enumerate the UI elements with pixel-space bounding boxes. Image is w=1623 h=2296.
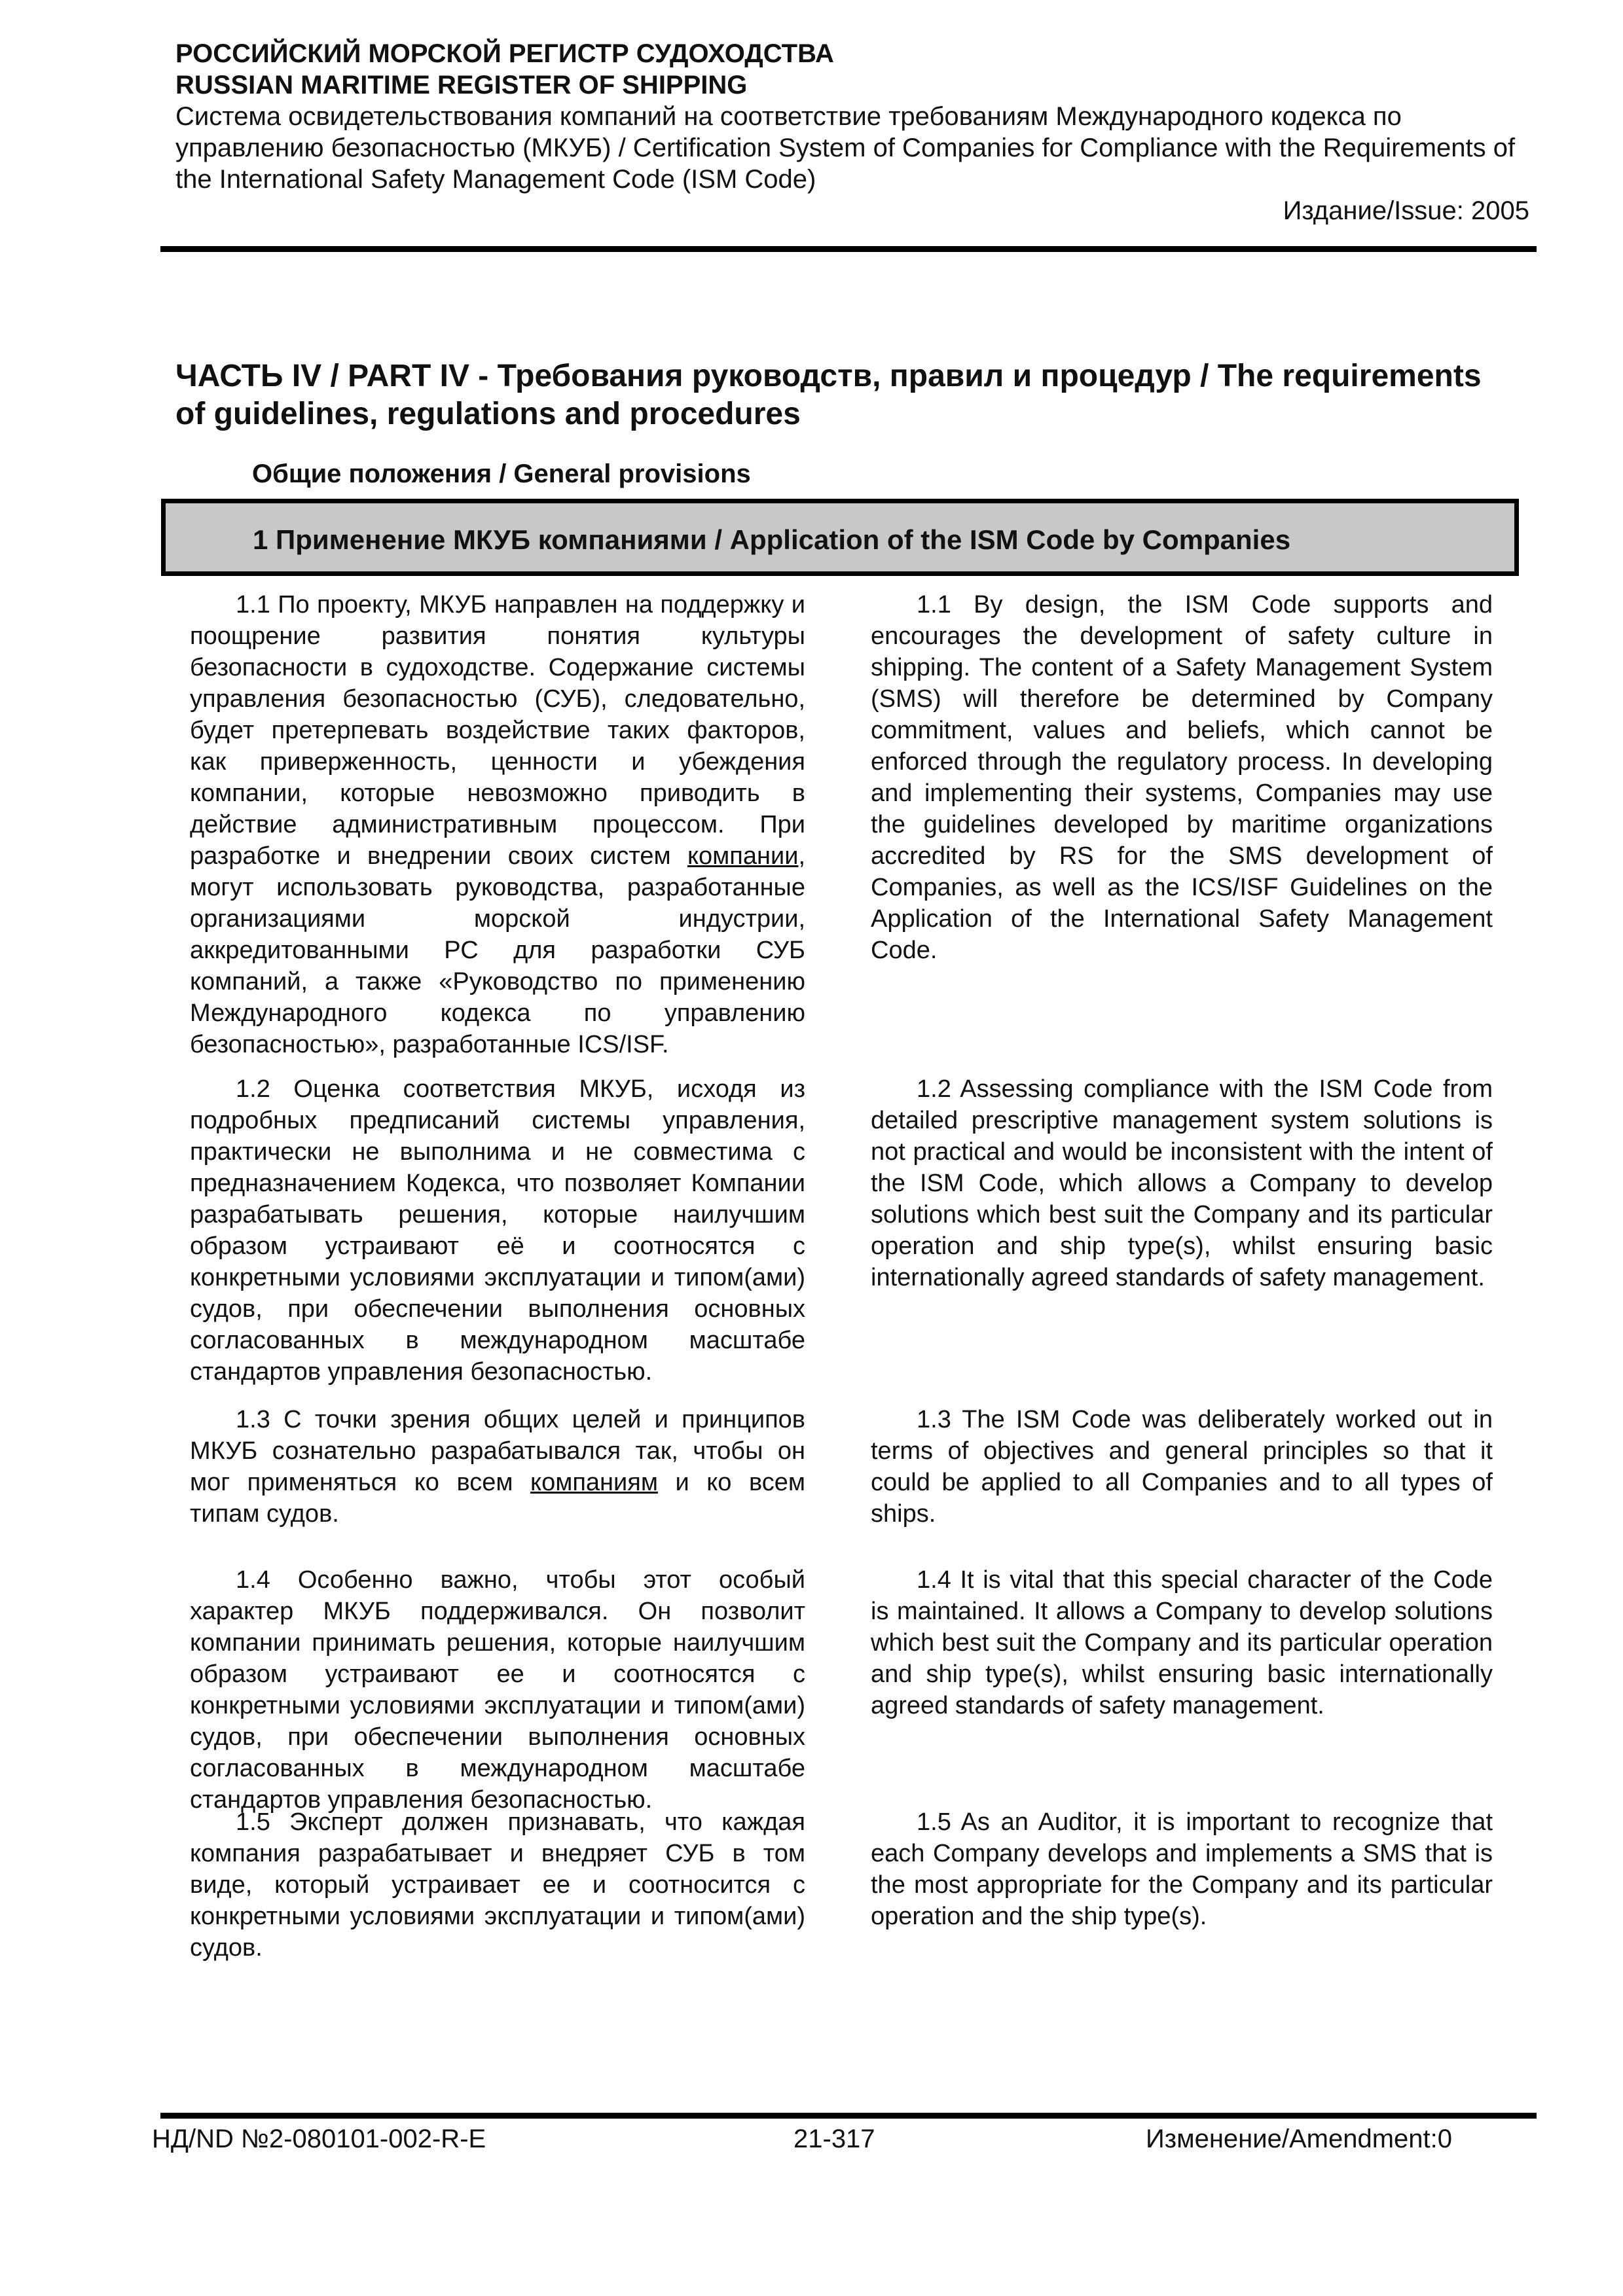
footer-doc-number: НД/ND №2-080101-002-R-E [152,2125,486,2153]
footer-divider [160,2113,1537,2119]
paragraph-en-1-2-text: 1.2 Assessing compliance with the ISM Code from detailed prescriptive management system solutions is not practical and would be inconsistent with the intent of the ISM Code, which allows a Company to develop solutions which best suit the Company and its particular operation and ship type(s), whilst ensuring basic internationally agreed standards of safety management. [871,1075,1493,1291]
header-system-title: Система освидетельствования компаний на соответствие требованиям Международного кодекса по управлению безопасностью (МКУБ) / Certification System of Companies for Compliance with the Requirements of the International Safety Management Code (ISM Code) [175,102,1516,194]
part-title: ЧАСТЬ IV / PART IV - Требования руководств, правил и процедур / The requirements of guidelines, regulations and procedures [175,359,1482,431]
paragraph-en-1-5-text: 1.5 As an Auditor, it is important to recognize that each Company develops and implements a SMS that is the most appropriate for the Company and its particular operation and the ship type(s). [871,1808,1493,1930]
paragraph-en-1-3 [871,1404,1493,1530]
footer-amendment: Изменение/Amendment:0 [1146,2125,1452,2153]
header-org-en: RUSSIAN MARITIME REGISTER OF SHIPPING [175,71,748,99]
paragraph-ru-1-4-text: 1.4 Особенно важно, чтобы этот особый характер МКУБ поддерживался. Он позволит компании принимать решения, которые наилучшим образом устраивают ее и соотносятся с конкретными условиями эксплуатации и типом(ами) судов, при обеспечении выполнения основных согласованных в международном масштабе стандартов управления безопасностью. [190,1566,805,1814]
paragraph-en-1-1-text: 1.1 By design, the ISM Code supports and encourages the development of safety culture in shipping. The content of a Safety Management System (SMS) will therefore be determined by Company commitment, values and beliefs, which cannot be enforced through the regulatory process. In developing and implementing their systems, Companies may use the guidelines developed by maritime organizations accredited by RS for the SMS development of Companies, as well as the ICS/ISF Guidelines on the Application of the International Safety Management Code. [871,591,1493,964]
paragraph-en-1-2 [871,1073,1493,1293]
paragraph-ru-1-1-text-after: , могут использовать руководства, разработанные организациями морской индустрии, аккредитованными РС для разработки СУБ компаний, а также «Руководство по применению Международного кодекса по управлению безопасностью», разработанные ICS/ISF. [190,842,805,1058]
paragraph-en-1-3-text: 1.3 The ISM Code was deliberately worked out in terms of objectives and general principles so that it could be applied to all Companies and to all types of ships. [871,1406,1493,1528]
section-banner-title: 1 Применение МКУБ компаниями / Application of the ISM Code by Companies [253,524,1291,555]
paragraph-en-1-4-text: 1.4 It is vital that this special character of the Code is maintained. It allows a Company to develop solutions which best suit the Company and its particular operation and ship type(s), whilst ensuring basic internationally agreed standards of safety management. [871,1566,1493,1719]
paragraph-en-1-1 [871,589,1493,966]
paragraph-ru-1-1-text-before: 1.1 По проекту, МКУБ направлен на поддержку и поощрение развития понятия культуры безопасности в судоходстве. Содержание системы управления безопасностью (СУБ), следовательно, будет претерпевать воздействие таких факторов, как приверженность, ценности и убеждения компании, которые невозможно приводить в действие административным процессом. При разработке и внедрении своих систем [190,591,805,870]
header-divider [160,246,1537,252]
paragraph-en-1-5 [871,1806,1493,1932]
paragraph-ru-1-5-text: 1.5 Эксперт должен признавать, что каждая компания разрабатывает и внедряет СУБ в том виде, который устраивает ее и соотносится с конкретными условиями эксплуатации и типом(ами) судов. [190,1808,805,1962]
paragraph-ru-1-5 [190,1806,805,1964]
section-subtitle: Общие положения / General provisions [252,459,751,488]
footer-page-number: 21-317 [793,2125,875,2153]
paragraph-ru-1-3 [190,1404,805,1530]
paragraph-ru-1-3-text-after: и ко всем типам судов. [190,1469,805,1528]
paragraph-ru-1-2-text: 1.2 Оценка соответствия МКУБ, исходя из подробных предписаний системы управления, практически не выполнима и не совместима с предназначением Кодекса, что позволяет Компании разрабатывать решения, которые наилучшим образом устраивают её и соотносятся с конкретными условиями эксплуатации и типом(ами) судов, при обеспечении выполнения основных согласованных в международном масштабе стандартов управления безопасностью. [190,1075,805,1386]
paragraph-ru-1-4 [190,1564,805,1816]
paragraph-en-1-4 [871,1564,1493,1721]
paragraph-ru-1-1 [190,589,805,1060]
paragraph-ru-1-2 [190,1073,805,1388]
paragraph-ru-1-3-text-before: 1.3 С точки зрения общих целей и принципов МКУБ сознательно разрабатывался так, чтобы он мог применяться ко всем [190,1406,805,1496]
header-org-ru: РОССИЙСКИЙ МОРСКОЙ РЕГИСТР СУДОХОДСТВА [175,39,834,68]
paragraph-ru-1-1-underlined: компании [687,842,799,870]
paragraph-ru-1-3-underlined: компаниям [530,1469,658,1496]
header-issue: Издание/Issue: 2005 [1283,196,1529,225]
